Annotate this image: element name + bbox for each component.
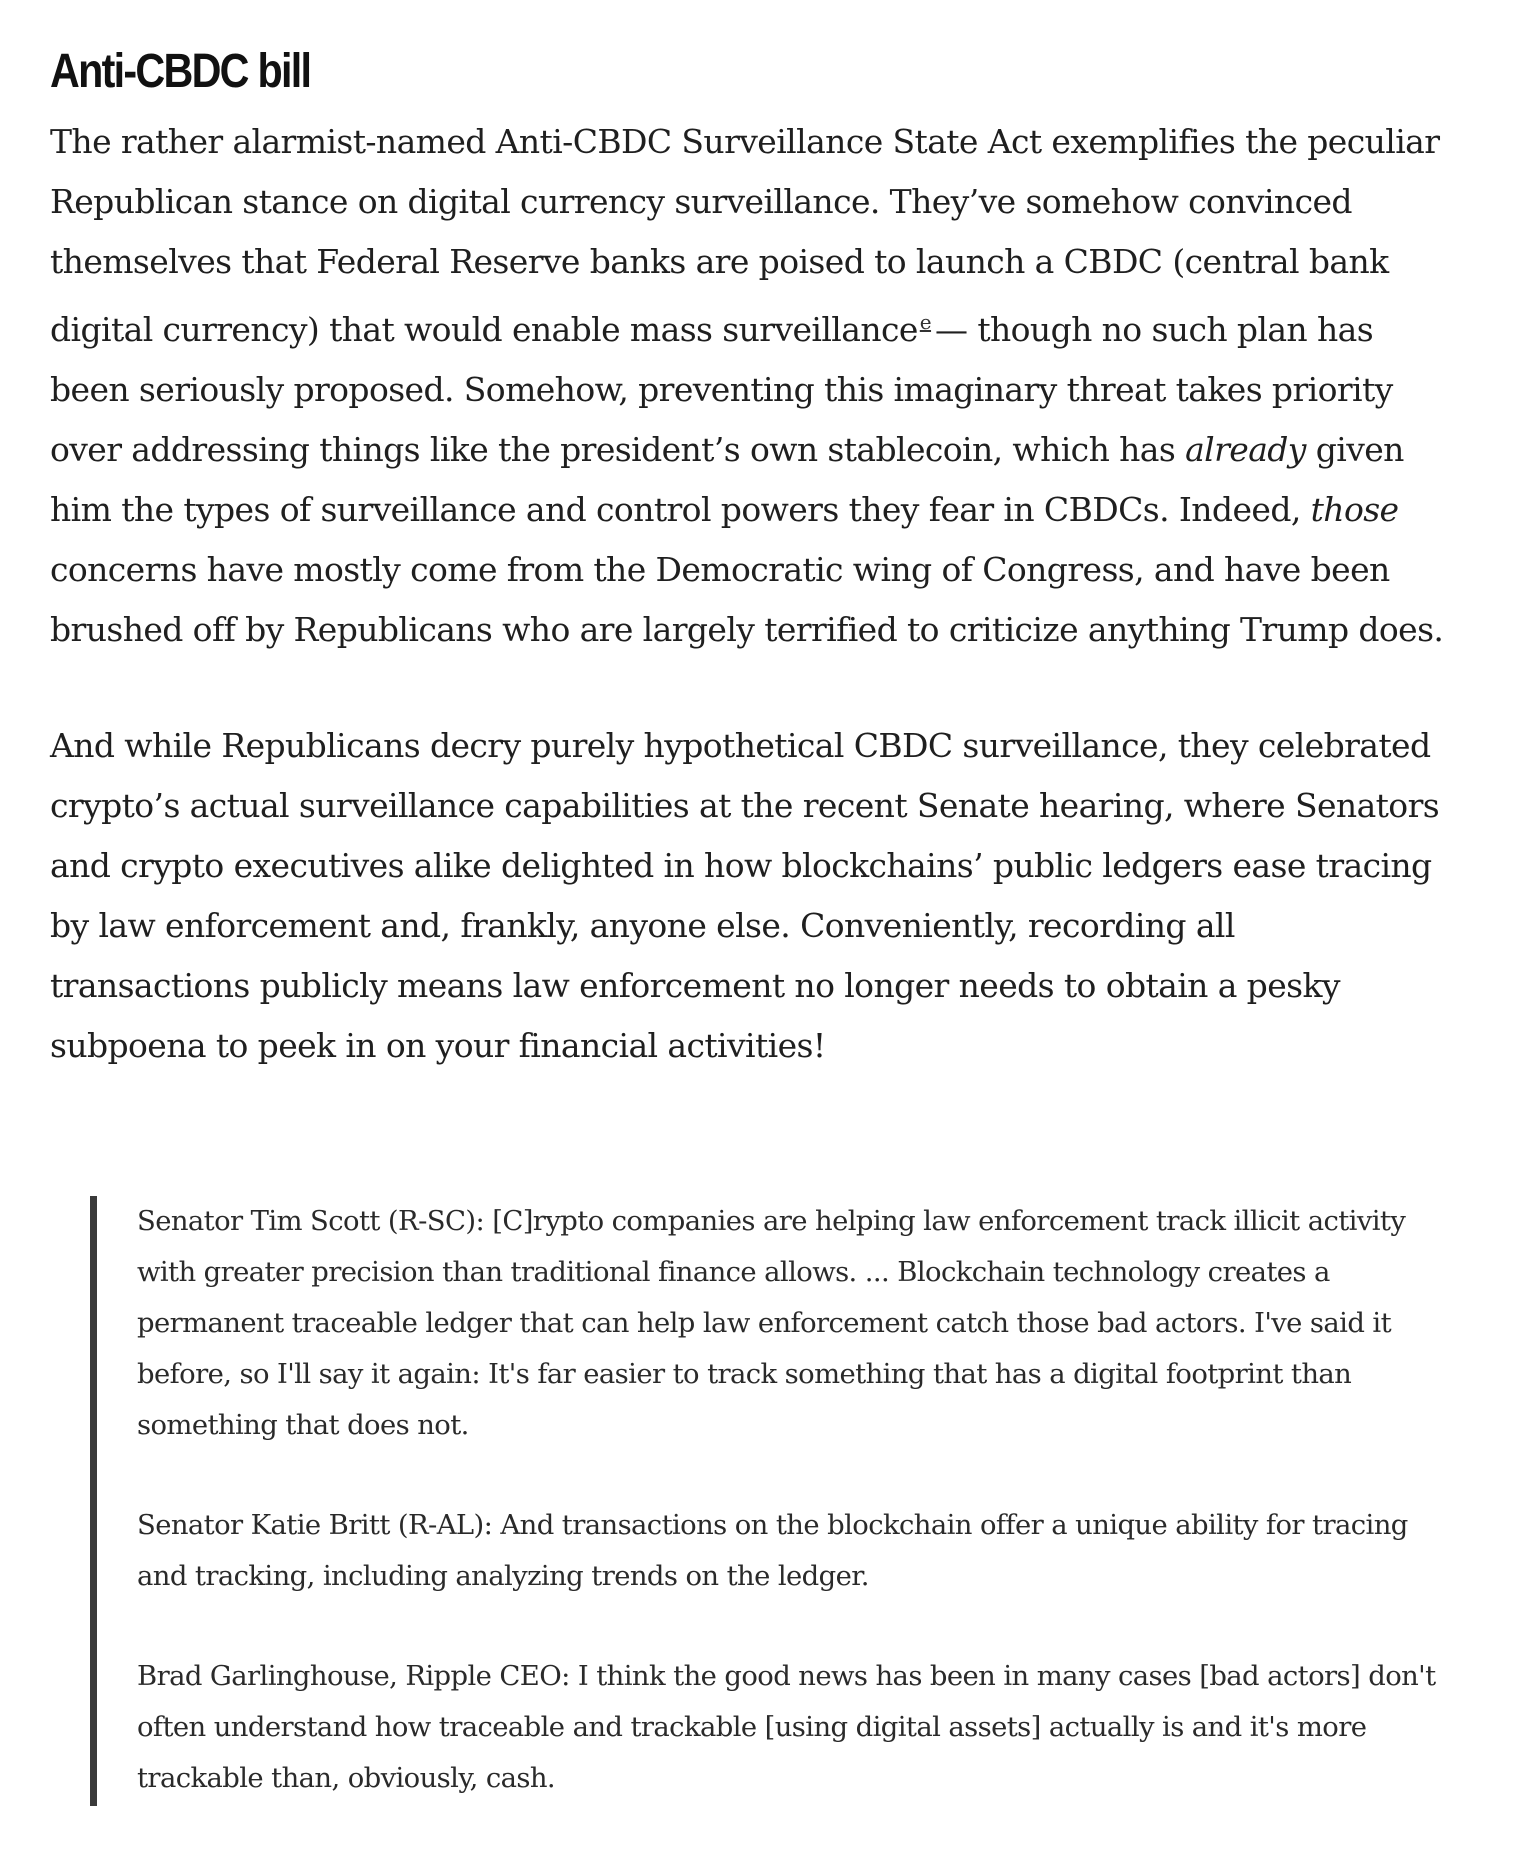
quote-line: Brad Garlinghouse, Ripple CEO: I think the good news has been in many cases [bad actors] don't (137, 1661, 1436, 1692)
text-line (50, 420, 1480, 480)
quote-line: trackable than, obviously, cash. (137, 1763, 556, 1794)
quote-brad-garlinghouse (137, 1651, 1520, 1804)
quote-line: with greater precision than traditional finance allows. ... Blockchain technology creates a (137, 1257, 1330, 1288)
quote-line: something that does not. (137, 1410, 469, 1441)
article-body (50, 36, 1480, 1076)
text-line: subpoena to peek in on your financial activities! (50, 1026, 826, 1065)
paragraph-senate-hearing (50, 716, 1480, 1076)
text-segment: — though no such plan has (935, 310, 1374, 349)
section-heading: Anti-CBDC bill (50, 45, 311, 98)
paragraph-anti-cbdc (50, 112, 1480, 660)
quote-line: often understand how traceable and trackable [using digital assets] actually is and it's more (137, 1712, 1367, 1743)
emphasis-those: those (1310, 490, 1399, 529)
quote-line: and tracking, including analyzing trends on the ledger. (137, 1561, 869, 1592)
quote-tim-scott (137, 1196, 1520, 1451)
text-line: and crypto executives alike delighted in how blockchains’ public ledgers ease tracing (50, 846, 1432, 885)
text-line: transactions publicly means law enforcement no longer needs to obtain a pesky (50, 966, 1340, 1005)
quote-line: before, so I'll say it again: It's far easier to track something that has a digital footprint than (137, 1359, 1352, 1390)
text-line: The rather alarmist-named Anti-CBDC Surveillance State Act exemplifies the peculiar (50, 122, 1440, 161)
text-line (50, 480, 1480, 540)
blockquote-hearing-quotes (90, 1196, 1520, 1806)
text-line: crypto’s actual surveillance capabilities at the recent Senate hearing, where Senators (50, 786, 1440, 825)
text-line: concerns have mostly come from the Democratic wing of Congress, and have been (50, 550, 1390, 589)
footnote-link[interactable]: e (919, 310, 932, 334)
text-line: And while Republicans decry purely hypothetical CBDC surveillance, they celebrated (50, 726, 1431, 765)
text-line: Republican stance on digital currency surveillance. They’ve somehow convinced (50, 182, 1352, 221)
text-line: brushed off by Republicans who are largely terrified to criticize anything Trump does. (50, 610, 1444, 649)
text-line (50, 292, 1480, 360)
quote-line: permanent traceable ledger that can help law enforcement catch those bad actors. I've said it (137, 1308, 1392, 1339)
quote-katie-britt (137, 1500, 1520, 1602)
text-segment: given (1305, 430, 1404, 469)
text-line: been seriously proposed. Somehow, preventing this imaginary threat takes priority (50, 370, 1393, 409)
text-segment: over addressing things like the president’s own stablecoin, which has (50, 430, 1186, 469)
text-segment: digital currency) that would enable mass surveillance (50, 310, 918, 349)
text-line: by law enforcement and, frankly, anyone else. Conveniently, recording all (50, 906, 1235, 945)
quote-line: Senator Tim Scott (R-SC): [C]rypto companies are helping law enforcement track illicit activity (137, 1206, 1406, 1237)
emphasis-already: already (1185, 430, 1306, 469)
text-segment: him the types of surveillance and control powers they fear in CBDCs. Indeed, (50, 490, 1311, 529)
quote-line: Senator Katie Britt (R-AL): And transactions on the blockchain offer a unique ability for tracing (137, 1510, 1408, 1541)
text-line: themselves that Federal Reserve banks are poised to launch a CBDC (central bank (50, 242, 1389, 281)
